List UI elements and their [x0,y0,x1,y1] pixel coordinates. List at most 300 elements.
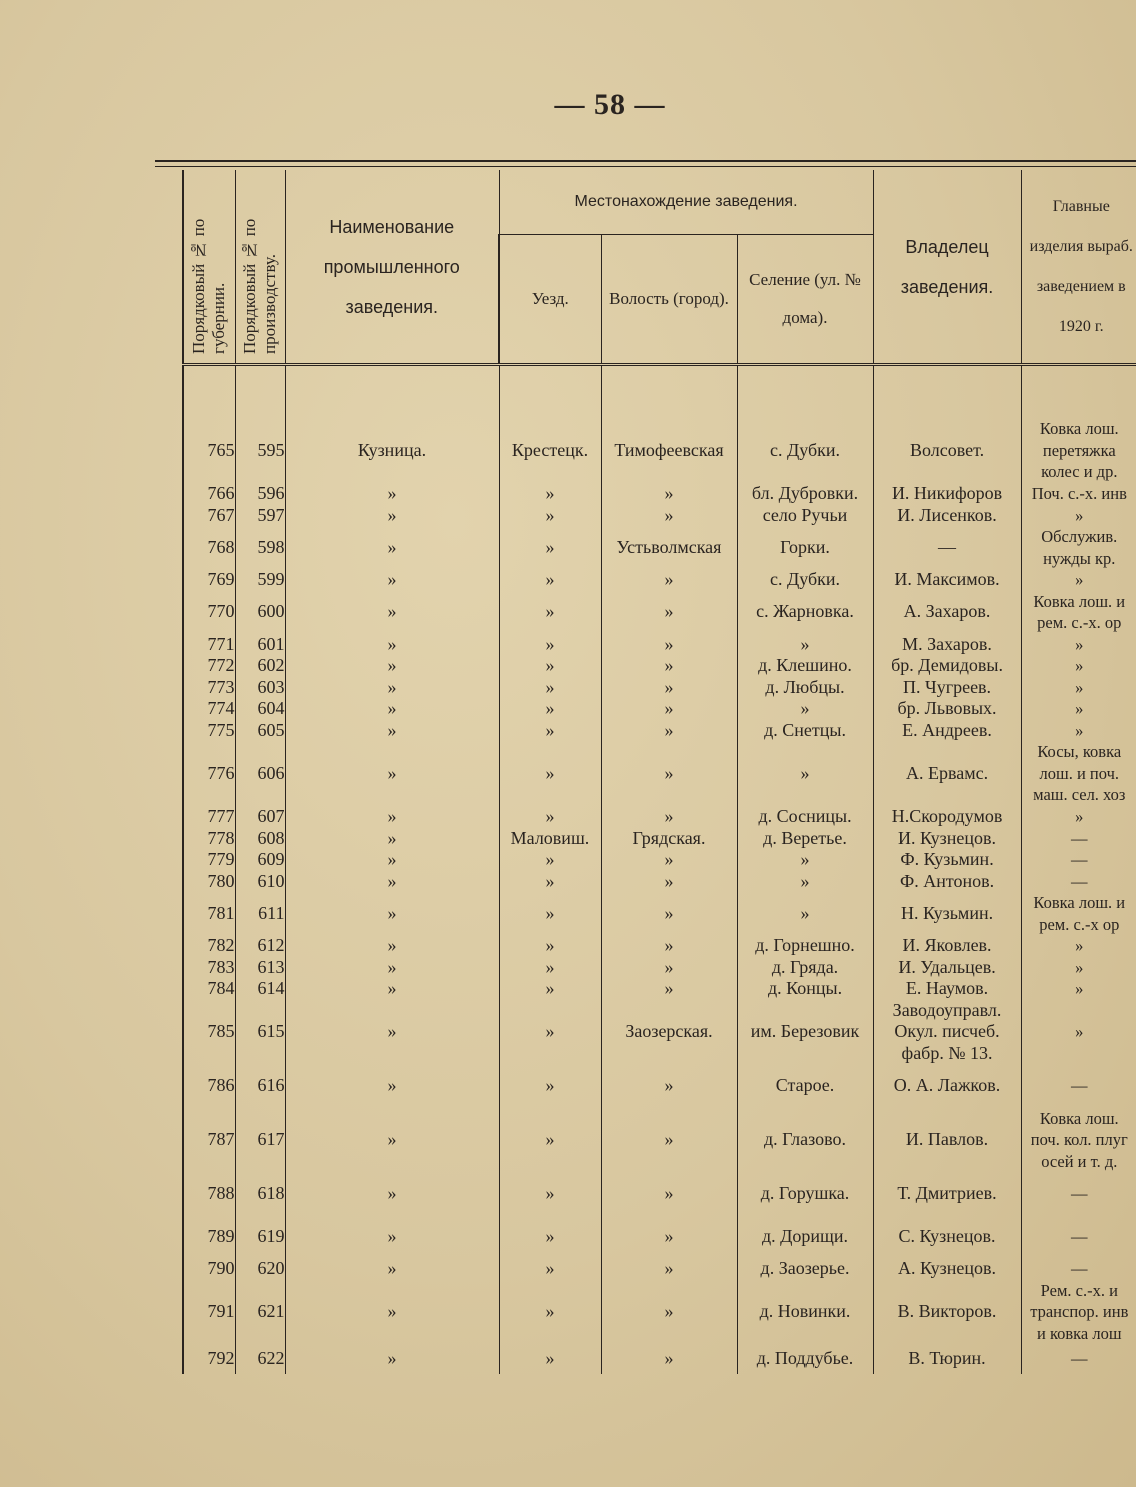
table-row [183,526,1136,569]
row-owner: П. Чугреев. [873,677,1021,699]
row-owner: И. Максимов. [873,569,1021,591]
row-volost: » [601,806,737,828]
row-name: » [285,1172,499,1215]
row-owner: О. А. Лажков. [873,1065,1021,1108]
products-line: осей и т. д. [1041,1151,1118,1171]
row-selenie: д. Веретье. [737,828,873,850]
owner-line: фабр. № 13. [901,1042,993,1063]
table-row [183,1280,1136,1345]
row-products [1021,849,1136,871]
row-volost: » [601,1215,737,1258]
products-line: Ковка лош. [1039,1108,1119,1128]
row-selenie: д. Глазово. [737,1108,873,1173]
row-production-no: 610 [235,871,285,893]
row-volost: » [601,871,737,893]
row-products [1021,828,1136,850]
row-province-no: 766 [183,483,235,505]
row-province-no: 790 [183,1258,235,1280]
table-row [183,1215,1136,1258]
row-products [1021,418,1136,483]
row-volost: » [601,483,737,505]
row-owner: Ф. Антонов. [873,871,1021,893]
row-production-no: 599 [235,569,285,591]
row-selenie: Горки. [737,526,873,569]
row-selenie: д. Клешино. [737,655,873,677]
row-production-no: 618 [235,1172,285,1215]
row-production-no: 621 [235,1280,285,1345]
row-products [1021,677,1136,699]
row-selenie: » [737,871,873,893]
row-selenie: д. Гряда. [737,957,873,979]
row-province-no: 774 [183,698,235,720]
row-owner: Т. Дмитриев. [873,1172,1021,1215]
table-row [183,978,1136,1000]
table-row [183,935,1136,957]
table-row [183,569,1136,591]
row-province-no: 783 [183,957,235,979]
table-row [183,655,1136,677]
products-line: » [1075,1022,1084,1042]
row-selenie: д. Поддубье. [737,1344,873,1374]
row-owner: С. Кузнецов. [873,1215,1021,1258]
table-row [183,892,1136,935]
row-selenie: с. Дубки. [737,418,873,483]
products-line: — [1071,871,1088,891]
products-line: — [1071,1076,1088,1096]
row-production-no: 601 [235,634,285,656]
row-province-no: 778 [183,828,235,850]
row-volost: » [601,935,737,957]
products-line: » [1075,656,1084,675]
table-row [183,677,1136,699]
table-row [183,1108,1136,1173]
row-selenie: д. Заозерье. [737,1258,873,1280]
col-header-owner: Владелец заведения. [873,170,1021,365]
col-header-uezd: Уезд. [499,235,601,365]
row-products [1021,1000,1136,1065]
row-products [1021,634,1136,656]
col-header-name: Наименование промышленного заведения. [285,170,499,365]
row-uezd: » [499,1108,601,1173]
row-province-no: 775 [183,720,235,742]
row-uezd: » [499,806,601,828]
row-owner: Волсовет. [873,418,1021,483]
row-name: » [285,677,499,699]
row-name: » [285,849,499,871]
row-uezd: » [499,1000,601,1065]
products-line: » [1075,720,1084,740]
owner-line: Окул. писчеб. [894,1021,1000,1042]
row-owner: Н. Кузьмин. [873,892,1021,935]
row-province-no: 768 [183,526,235,569]
table-row [183,591,1136,634]
row-volost: Тимофеевская [601,418,737,483]
row-volost: » [601,720,737,742]
row-production-no: 597 [235,505,285,527]
products-line: » [1075,634,1084,654]
row-products [1021,892,1136,935]
row-products [1021,569,1136,591]
row-production-no: 600 [235,591,285,634]
row-selenie: д. Снетцы. [737,720,873,742]
row-name: » [285,634,499,656]
row-uezd: » [499,483,601,505]
row-production-no: 613 [235,957,285,979]
row-uezd: » [499,849,601,871]
row-volost: » [601,1108,737,1173]
row-name: » [285,591,499,634]
row-products [1021,483,1136,505]
products-line: Ковка лош. и [1033,893,1126,912]
row-selenie: » [737,849,873,871]
row-production-no: 619 [235,1215,285,1258]
row-name: » [285,806,499,828]
row-volost: » [601,978,737,1000]
row-products [1021,505,1136,527]
row-province-no: 779 [183,849,235,871]
products-line: » [1075,807,1084,826]
products-line: Ковка лош. и [1033,591,1126,611]
products-line: поч. кол. плуг [1030,1130,1128,1149]
row-production-no: 602 [235,655,285,677]
row-products [1021,1108,1136,1173]
row-owner: бр. Демидовы. [873,655,1021,677]
row-province-no: 777 [183,806,235,828]
row-selenie: бл. Дубровки. [737,483,873,505]
row-products [1021,698,1136,720]
row-selenie: д. Сосницы. [737,806,873,828]
row-production-no: 609 [235,849,285,871]
row-products [1021,1344,1136,1374]
products-line: » [1075,505,1084,525]
row-uezd: » [499,655,601,677]
row-name: » [285,978,499,1000]
row-volost: » [601,892,737,935]
row-production-no: 596 [235,483,285,505]
row-uezd: » [499,1172,601,1215]
products-line: » [1075,936,1084,955]
row-owner: — [873,526,1021,569]
row-name: » [285,526,499,569]
table-row [183,1000,1136,1065]
row-owner: Заводоуправл. Окул. писчеб. фабр. № 13. [873,1000,1021,1065]
products-line: Рем. с.-х. и [1040,1280,1118,1300]
table-row [183,1065,1136,1108]
row-province-no: 792 [183,1344,235,1374]
table-row [183,828,1136,850]
row-owner: Н.Скородумов [873,806,1021,828]
products-line: » [1075,570,1084,589]
row-owner: А. Кузнецов. [873,1258,1021,1280]
row-volost: » [601,957,737,979]
row-uezd: » [499,634,601,656]
row-province-no: 782 [183,935,235,957]
row-province-no: 771 [183,634,235,656]
row-uezd: Крестецк. [499,418,601,483]
products-line: рем. с.-х ор [1039,914,1120,934]
row-selenie: Старое. [737,1065,873,1108]
products-line: и ковка лош [1036,1323,1122,1343]
row-province-no: 772 [183,655,235,677]
row-uezd: » [499,526,601,569]
products-line: — [1071,828,1088,848]
row-province-no: 788 [183,1172,235,1215]
table-row [183,1344,1136,1374]
products-line: — [1071,1226,1088,1246]
row-production-no: 598 [235,526,285,569]
row-uezd: » [499,505,601,527]
row-owner: В. Викторов. [873,1280,1021,1345]
table-row [183,483,1136,505]
row-province-no: 765 [183,418,235,483]
row-province-no: 769 [183,569,235,591]
row-name: » [285,1344,499,1374]
products-line: лош. и поч. [1039,763,1120,783]
establishments-table [182,170,1136,1374]
row-volost: » [601,1172,737,1215]
row-production-no: 617 [235,1108,285,1173]
products-line: Косы, ковка [1037,742,1122,762]
row-uezd: » [499,1344,601,1374]
row-name: » [285,720,499,742]
products-line: — [1071,850,1088,869]
row-name: » [285,871,499,893]
row-products [1021,1065,1136,1108]
row-selenie: » [737,892,873,935]
row-name: » [285,1108,499,1173]
row-products [1021,1258,1136,1280]
row-name: » [285,892,499,935]
row-province-no: 789 [183,1215,235,1258]
row-uezd: » [499,1280,601,1345]
row-owner: Е. Наумов. [873,978,1021,1000]
row-products [1021,1215,1136,1258]
row-production-no: 607 [235,806,285,828]
row-production-no: 614 [235,978,285,1000]
row-name: Кузница. [285,418,499,483]
row-volost: » [601,1258,737,1280]
row-production-no: 608 [235,828,285,850]
row-production-no: 605 [235,720,285,742]
row-production-no: 612 [235,935,285,957]
row-volost: » [601,1065,737,1108]
row-owner: В. Тюрин. [873,1344,1021,1374]
row-selenie: с. Дубки. [737,569,873,591]
table-row [183,505,1136,527]
row-uezd: » [499,871,601,893]
table-row [183,849,1136,871]
row-selenie: им. Березовик [737,1000,873,1065]
row-production-no: 606 [235,741,285,806]
row-production-no: 622 [235,1344,285,1374]
row-uezd: » [499,1215,601,1258]
table-row [183,741,1136,806]
row-volost: Устьволмская [601,526,737,569]
table-row [183,698,1136,720]
row-owner: А. Ервамс. [873,741,1021,806]
products-line: перетяжка [1042,440,1116,460]
row-name: » [285,1215,499,1258]
row-products [1021,591,1136,634]
row-volost: » [601,741,737,806]
row-uezd: » [499,698,601,720]
row-uezd: » [499,677,601,699]
table-row [183,418,1136,483]
products-line: » [1075,677,1084,697]
top-rule [155,160,1136,167]
row-name: » [285,698,499,720]
page-number: — 58 — [554,88,666,121]
table-row [183,871,1136,893]
row-production-no: 595 [235,418,285,483]
table-body [183,365,1136,1375]
row-uezd: Маловиш. [499,828,601,850]
row-volost: » [601,505,737,527]
products-line: — [1071,1349,1088,1369]
row-name: » [285,957,499,979]
row-products [1021,935,1136,957]
col-header-volost: Волость (город). [601,235,737,365]
col-header-selenie: Селение (ул. № дома). [737,235,873,365]
row-production-no: 604 [235,698,285,720]
row-production-no: 611 [235,892,285,935]
row-name: » [285,1258,499,1280]
row-uezd: » [499,957,601,979]
row-production-no: 616 [235,1065,285,1108]
row-province-no: 786 [183,1065,235,1108]
row-products [1021,720,1136,742]
row-uezd: » [499,741,601,806]
products-line: — [1071,1259,1088,1278]
row-selenie: д. Горнешно. [737,935,873,957]
row-products [1021,957,1136,979]
row-products [1021,526,1136,569]
row-products [1021,871,1136,893]
row-selenie: д. Горушка. [737,1172,873,1215]
row-production-no: 603 [235,677,285,699]
row-name: » [285,828,499,850]
row-province-no: 781 [183,892,235,935]
row-province-no: 773 [183,677,235,699]
row-province-no: 776 [183,741,235,806]
products-line: Обслужив. [1041,527,1118,546]
row-volost: » [601,655,737,677]
products-line: маш. сел. хоз [1033,785,1126,805]
col-header-location: Местонахождение заведения. [499,170,873,235]
row-selenie: с. Жарновка. [737,591,873,634]
row-name: » [285,1000,499,1065]
row-selenie: д. Новинки. [737,1280,873,1345]
products-line: Поч. с.-х. инв [1031,484,1127,503]
row-volost: » [601,1344,737,1374]
table-row [183,1258,1136,1280]
row-province-no: 780 [183,871,235,893]
row-owner: Ф. Кузьмин. [873,849,1021,871]
row-owner: Е. Андреев. [873,720,1021,742]
row-production-no: 620 [235,1258,285,1280]
row-owner: бр. Львовых. [873,698,1021,720]
products-line: » [1075,957,1084,977]
row-owner: А. Захаров. [873,591,1021,634]
row-province-no: 791 [183,1280,235,1345]
row-selenie: д. Концы. [737,978,873,1000]
row-products [1021,655,1136,677]
row-uezd: » [499,720,601,742]
row-province-no: 787 [183,1108,235,1173]
row-products [1021,1172,1136,1215]
row-owner: И. Лисенков. [873,505,1021,527]
row-name: » [285,505,499,527]
row-products [1021,978,1136,1000]
products-line: нужды кр. [1043,548,1116,568]
products-line: » [1075,699,1084,718]
row-uezd: » [499,935,601,957]
row-volost: » [601,1280,737,1345]
row-name: » [285,741,499,806]
row-owner: М. Захаров. [873,634,1021,656]
row-uezd: » [499,978,601,1000]
row-owner: И. Яковлев. [873,935,1021,957]
table-row [183,806,1136,828]
row-products [1021,741,1136,806]
table-row [183,1172,1136,1215]
col-header-production-no: Порядковый № по производству. [235,170,285,365]
products-line: » [1075,979,1084,998]
row-products [1021,806,1136,828]
row-volost: Заозерская. [601,1000,737,1065]
row-uezd: » [499,1258,601,1280]
row-production-no: 615 [235,1000,285,1065]
col-header-province-no: Порядковый № по губернии. [183,170,235,365]
row-volost: » [601,634,737,656]
row-province-no: 784 [183,978,235,1000]
row-uezd: » [499,892,601,935]
row-volost: » [601,849,737,871]
col-header-products: Главные изделия выраб. заведением в 1920 г. [1021,170,1136,365]
row-uezd: » [499,569,601,591]
row-name: » [285,483,499,505]
row-uezd: » [499,591,601,634]
table-row [183,634,1136,656]
row-province-no: 785 [183,1000,235,1065]
row-owner: И. Павлов. [873,1108,1021,1173]
row-uezd: » [499,1065,601,1108]
row-volost: » [601,698,737,720]
row-selenie: » [737,741,873,806]
row-province-no: 770 [183,591,235,634]
products-line: — [1071,1183,1088,1203]
row-selenie: » [737,698,873,720]
row-name: » [285,935,499,957]
table-row [183,720,1136,742]
row-owner: И. Никифоров [873,483,1021,505]
row-name: » [285,655,499,677]
row-volost: Грядская. [601,828,737,850]
row-selenie: д. Любцы. [737,677,873,699]
table-row [183,957,1136,979]
row-volost: » [601,569,737,591]
row-owner: И. Удальцев. [873,957,1021,979]
row-selenie: село Ручьи [737,505,873,527]
row-name: » [285,1065,499,1108]
products-line: колес и др. [1041,462,1118,482]
row-name: » [285,569,499,591]
row-volost: » [601,591,737,634]
row-volost: » [601,677,737,699]
row-province-no: 767 [183,505,235,527]
row-owner: И. Кузнецов. [873,828,1021,850]
row-selenie: д. Дорищи. [737,1215,873,1258]
